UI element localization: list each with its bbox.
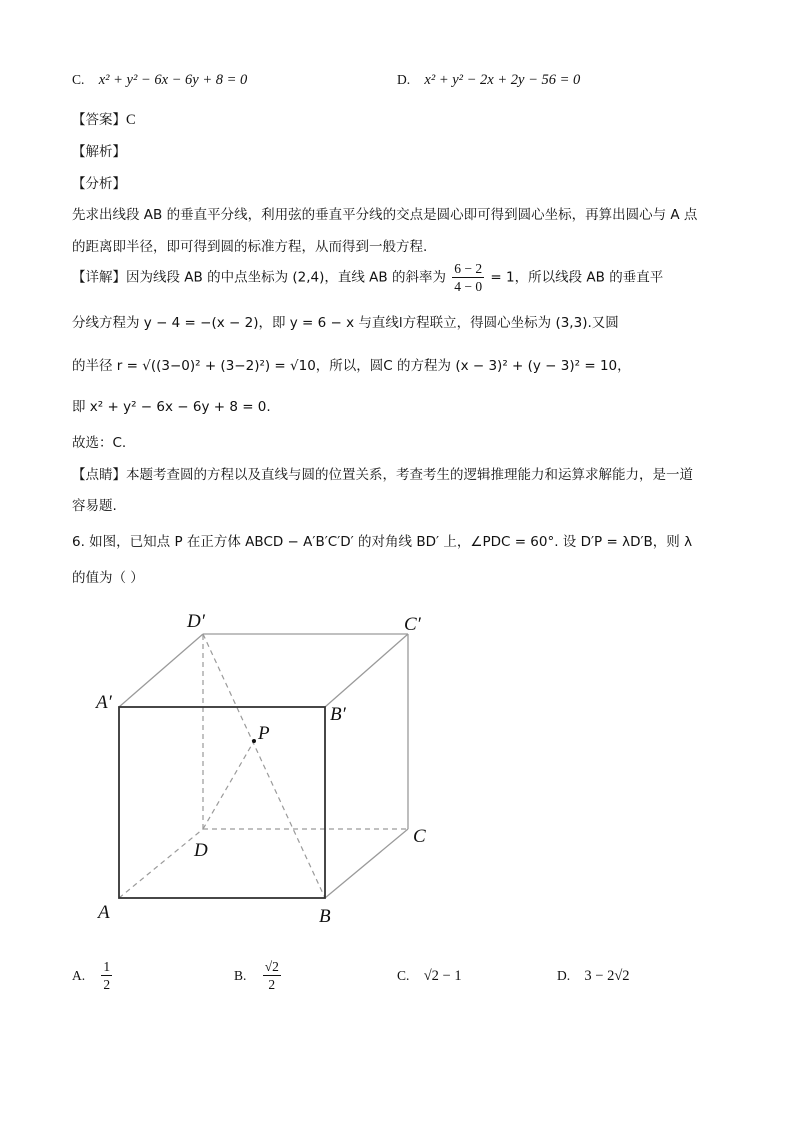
label-b: B [319,906,331,927]
label-a1: A′ [96,692,112,713]
q6-line-2: 的值为（ ） [72,570,144,586]
option-value: √2 − 1 [423,968,462,984]
label-d1: D′ [187,611,205,632]
edge-b-c [325,829,408,898]
label-p: P [258,723,270,744]
fraction-denominator: 4 − 0 [454,279,483,294]
option-d [557,968,630,985]
dianjing-line-2: 容易题. [72,498,117,514]
fenxi-tag: 【分析】 [72,176,126,192]
fraction-denominator: 2 [103,977,111,992]
point-p [252,739,256,743]
option-label: A. [72,967,86,983]
option-value: 3 − 2√2 [584,968,630,984]
detail-text-a: 因为线段 AB 的中点坐标为 (2,4)，直线 AB 的斜率为 [126,269,446,286]
option-c [397,968,462,985]
edge-a1-d1 [119,634,203,707]
label-c1: C′ [404,614,421,635]
detail-line-3: 的半径 r = √((3−0)² + (3−2)²) = √10，所以，圆C 的方程为 (x − 3)² + (y − 3)² = 10， [72,358,631,374]
detail-line-4: 即 x² + y² − 6x − 6y + 8 = 0. [72,399,271,415]
option-label: D. [397,72,411,87]
fenxi-line-1: 先求出线段 AB 的垂直平分线，利用弦的垂直平分线的交点是圆心即可得到圆心坐标，再算出圆心与 A 点 [72,207,698,223]
option-b [234,958,283,993]
detail-tag: 【详解】 [72,269,126,286]
fraction-numerator: 6 − 2 [454,261,483,276]
label-d: D [194,840,208,861]
detail-line-2: 分线方程为 y − 4 = −(x − 2)，即 y = 6 − x 与直线l方程联立，得圆心坐标为 (3,3).又圆 [72,315,619,331]
dianjing-tag: 【点睛】 [72,467,126,483]
dianjing-text: 本题考查圆的方程以及直线与圆的位置关系，考查考生的逻辑推理能力和运算求解能力，是一道 [126,467,693,483]
fraction-denominator: 2 [268,977,276,992]
label-b1: B′ [330,704,346,725]
option-fraction [101,958,112,993]
q6-line-1: 6. 如图，已知点 P 在正方体 ABCD − A′B′C′D′ 的对角线 BD′ 上，∠PDC = 60°. 设 D′P = λD′B，则 λ [72,534,693,550]
label-a: A [98,902,110,923]
answer-tag: 【答案】 [72,112,126,128]
option-label: B. [234,967,247,983]
option-fraction [263,958,281,993]
fraction-numerator: 1 [103,959,111,974]
guxuan-line: 故选：C. [72,435,127,451]
edge-a-d [119,829,203,898]
diagonal-d1-b [203,634,325,898]
front-face [119,707,325,898]
fraction-numerator: √2 [264,959,279,974]
option-label: C. [397,968,410,983]
option-label: C. [72,72,85,87]
answer-value: C [126,112,136,128]
edge-b1-c1 [325,634,408,707]
detail-text-b: = 1，所以线段 AB 的垂直平 [490,269,664,286]
analysis-tag: 【解析】 [72,144,126,160]
option-equation: x² + y² − 6x − 6y + 8 = 0 [98,72,248,88]
option-label: D. [557,968,571,983]
segment-d-p [203,741,254,829]
fenxi-line-2: 的距离即半径，即可得到圆的标准方程，从而得到一般方程. [72,239,428,255]
label-c: C [413,826,426,847]
option-equation: x² + y² − 2x + 2y − 56 = 0 [424,72,581,88]
option-a [72,958,114,993]
